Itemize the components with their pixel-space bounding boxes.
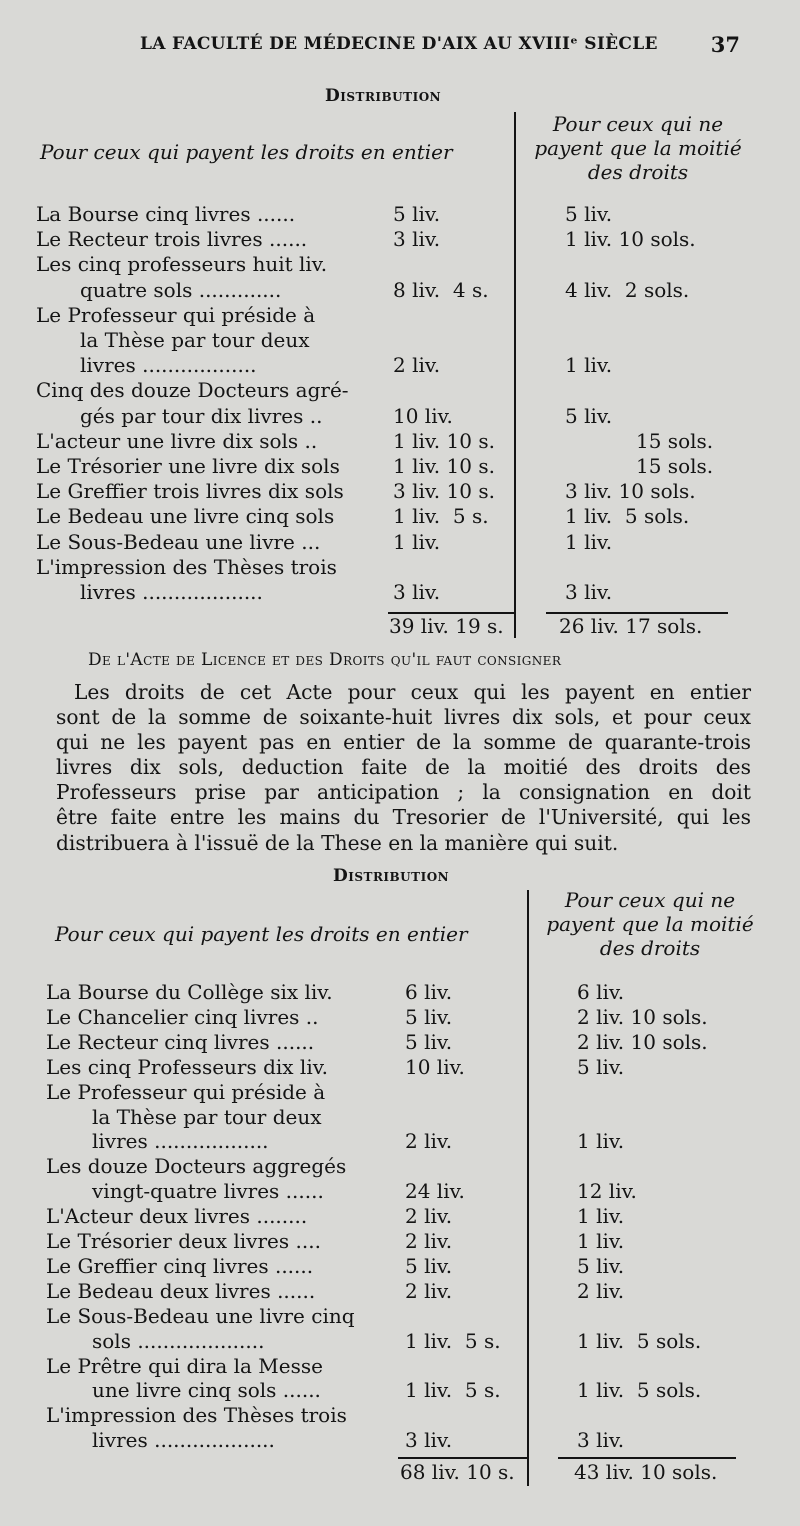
- table2-right-header: [530, 888, 770, 960]
- paragraph-line: Les droits de cet Acte pour ceux qui les payent en entier: [74, 680, 751, 704]
- table1-row-full-amount: 1 liv. 5 s.: [393, 504, 489, 529]
- table2-row-label: Le Sous-Bedeau une livre cinq: [46, 1303, 355, 1328]
- table2-row-label: L'Acteur deux livres ........: [46, 1204, 308, 1229]
- table2-row-full-amount: 5 liv.: [405, 1004, 453, 1029]
- table1-total-full: 39 liv. 19 s.: [389, 614, 504, 638]
- table1-row-half-amount: 4 liv. 2 sols.: [565, 277, 690, 302]
- table2-row-half-amount: 1 liv. 5 sols.: [577, 1328, 702, 1353]
- table1-row-full-amount: 3 liv.: [393, 580, 441, 604]
- table1-row-full-amount: 3 liv. 10 s.: [393, 479, 495, 504]
- table2-total-full: 68 liv. 10 s.: [400, 1460, 515, 1484]
- table2-row-label: L'impression des Thèses trois: [46, 1403, 347, 1428]
- paragraph-line: distribuera à l'issuë de la These en la manière qui suit.: [56, 830, 619, 855]
- table1-row-full-amount: 10 liv.: [393, 403, 453, 428]
- table1-row-half-amount: 5 liv.: [565, 202, 613, 226]
- table2-row-label: Le Recteur cinq livres ......: [46, 1029, 315, 1054]
- table2-row-half-amount: 6 liv.: [577, 980, 625, 1004]
- table1-row-full-amount: 5 liv.: [393, 202, 441, 226]
- table2-row-full-amount: 24 liv.: [405, 1179, 465, 1204]
- table2-row-full-amount: 3 liv.: [405, 1428, 453, 1453]
- table2-row-half-amount: 5 liv.: [577, 1253, 625, 1278]
- table2-row-full-amount: 2 liv.: [405, 1278, 453, 1303]
- running-title: LA FACULTÉ DE MÉDECINE D'AIX AU XVIIIᵉ SIÈCLE: [140, 34, 658, 54]
- table1-row-label: livres ..................: [80, 353, 257, 378]
- table2-row-full-amount: 1 liv. 5 s.: [405, 1328, 501, 1353]
- table1-row-label: Les cinq professeurs huit liv.: [36, 252, 328, 277]
- table2-row-label: Le Bedeau deux livres ......: [46, 1278, 316, 1303]
- table2-row-half-amount: 2 liv. 10 sols.: [577, 1029, 708, 1054]
- table2-row-label: Le Greffier cinq livres ......: [46, 1253, 314, 1278]
- table2-row-label: Le Trésorier deux livres ....: [46, 1229, 321, 1253]
- section-heading: De l'Acte de Licence et des Droits qu'il faut consigner: [88, 650, 562, 670]
- table2-row-half-amount: 1 liv.: [577, 1129, 625, 1154]
- table2-row-label: Les cinq Professeurs dix liv.: [46, 1054, 329, 1079]
- table1-row-half-amount: 3 liv.: [565, 580, 613, 604]
- table1-row-half-amount: 5 liv.: [565, 403, 613, 428]
- table1-row-half-amount: 3 liv. 10 sols.: [565, 479, 696, 504]
- table2-right-header-line: des droits: [599, 936, 701, 960]
- running-header: [140, 34, 740, 62]
- table1-row-full-amount: 1 liv.: [393, 529, 441, 554]
- table2-total-half: 43 liv. 10 sols.: [574, 1460, 718, 1484]
- table1-row-full-amount: 1 liv. 10 s.: [393, 428, 495, 453]
- table2-right-header-line: Pour ceux qui ne: [564, 888, 736, 912]
- table2-right-header-line: payent que la moitié: [546, 912, 754, 936]
- table1-left-header: Pour ceux qui payent les droits en entier: [40, 140, 453, 164]
- table2-row-half-amount: 5 liv.: [577, 1054, 625, 1079]
- table1-row-half-amount: 1 liv. 5 sols.: [565, 504, 690, 529]
- table1-right-header-line: des droits: [587, 160, 689, 184]
- table1-column-rule: [514, 112, 516, 638]
- table2-row-half-amount: 3 liv.: [577, 1428, 625, 1453]
- table2-row-full-amount: 2 liv.: [405, 1204, 453, 1229]
- table2-row-half-amount: 1 liv. 5 sols.: [577, 1378, 702, 1403]
- table1-row-label: gés par tour dix livres ..: [80, 403, 323, 428]
- table2-row-full-amount: 1 liv. 5 s.: [405, 1378, 501, 1403]
- table1-row-full-amount: 3 liv.: [393, 227, 441, 252]
- table1-right-header-line: payent que la moitié: [534, 136, 742, 160]
- table1-row-full-amount: 8 liv. 4 s.: [393, 277, 489, 302]
- table2-row-label: Le Chancelier cinq livres ..: [46, 1004, 319, 1029]
- table2-title: Distribution: [333, 866, 450, 886]
- table2-row-label: la Thèse par tour deux: [92, 1104, 322, 1129]
- paragraph-line: sont de la somme de soixante-huit livres dix sols, et pour ceux: [56, 705, 751, 730]
- table2-row-half-amount: 1 liv.: [577, 1204, 625, 1229]
- table1-row-half-amount: 1 liv.: [565, 353, 613, 378]
- table1-row-half-amount: 15 sols.: [636, 428, 714, 453]
- table1-row-label: Cinq des douze Docteurs agré-: [36, 378, 349, 403]
- table1-row-full-amount: 2 liv.: [393, 353, 441, 378]
- table1-row-half-amount: 15 sols.: [636, 454, 714, 478]
- table1-row-label: Le Sous-Bedeau une livre ...: [36, 529, 321, 554]
- table2-left-header: Pour ceux qui payent les droits en entier: [55, 922, 468, 946]
- table2-row-label: La Bourse du Collège six liv.: [46, 980, 333, 1004]
- table2-row-label: Le Prêtre qui dira la Messe: [46, 1353, 323, 1378]
- table2-row-full-amount: 2 liv.: [405, 1229, 453, 1253]
- table1-row-label: quatre sols .............: [80, 277, 282, 302]
- table2-row-half-amount: 2 liv. 10 sols.: [577, 1004, 708, 1029]
- table2-sum-rule-half: [558, 1457, 736, 1459]
- table2-column-rule: [527, 890, 529, 1486]
- table2-row-label: une livre cinq sols ......: [92, 1378, 321, 1403]
- table1-row-label: la Thèse par tour deux: [80, 328, 310, 352]
- table1-row-label: Le Recteur trois livres ......: [36, 227, 308, 252]
- table1-row-label: Le Bedeau une livre cinq sols: [36, 504, 335, 529]
- table1-right-header: [518, 112, 758, 184]
- table2-row-half-amount: 12 liv.: [577, 1179, 637, 1204]
- table1-row-label: livres ...................: [80, 580, 263, 604]
- table1-row-half-amount: 1 liv.: [565, 529, 613, 554]
- table2-row-label: Le Professeur qui préside à: [46, 1079, 326, 1104]
- table1-row-label: L'impression des Thèses trois: [36, 554, 337, 579]
- table2-row-full-amount: 6 liv.: [405, 980, 453, 1004]
- paragraph-line: Professeurs prise par anticipation ; la consignation en doit: [56, 780, 751, 805]
- table1-row-label: Le Professeur qui préside à: [36, 302, 316, 327]
- table2-row-full-amount: 5 liv.: [405, 1029, 453, 1054]
- table2-row-label: sols ....................: [92, 1328, 265, 1353]
- table2-row-label: livres ..................: [92, 1129, 269, 1154]
- table1-row-label: La Bourse cinq livres ......: [36, 202, 296, 226]
- table2-row-label: Les douze Docteurs aggregés: [46, 1154, 347, 1179]
- table2-row-half-amount: 2 liv.: [577, 1278, 625, 1303]
- page-number: 37: [710, 32, 740, 57]
- table1-row-half-amount: 1 liv. 10 sols.: [565, 227, 696, 252]
- table2-row-full-amount: 5 liv.: [405, 1253, 453, 1278]
- table1-total-half: 26 liv. 17 sols.: [559, 614, 703, 638]
- table2-row-half-amount: 1 liv.: [577, 1229, 625, 1253]
- table1-row-label: L'acteur une livre dix sols ..: [36, 428, 318, 453]
- paragraph-line: être faite entre les mains du Tresorier de l'Université, qui les: [56, 805, 751, 830]
- table1-row-label: Le Greffier trois livres dix sols: [36, 479, 344, 504]
- table2-row-full-amount: 2 liv.: [405, 1129, 453, 1154]
- table1-row-label: Le Trésorier une livre dix sols: [36, 454, 340, 478]
- table1-title: Distribution: [325, 86, 442, 106]
- table1-right-header-line: Pour ceux qui ne: [552, 112, 724, 136]
- table2-row-full-amount: 10 liv.: [405, 1054, 465, 1079]
- table1-row-full-amount: 1 liv. 10 s.: [393, 454, 495, 478]
- table2-sum-rule-full: [398, 1457, 528, 1459]
- table2-row-label: livres ...................: [92, 1428, 275, 1453]
- table2-row-label: vingt-quatre livres ......: [92, 1179, 324, 1204]
- paragraph-line: qui ne les payent pas en entier de la somme de quarante-trois: [56, 730, 751, 755]
- paragraph-line: livres dix sols, deduction faite de la moitié des droits des: [56, 755, 751, 780]
- section-paragraph: [56, 680, 751, 856]
